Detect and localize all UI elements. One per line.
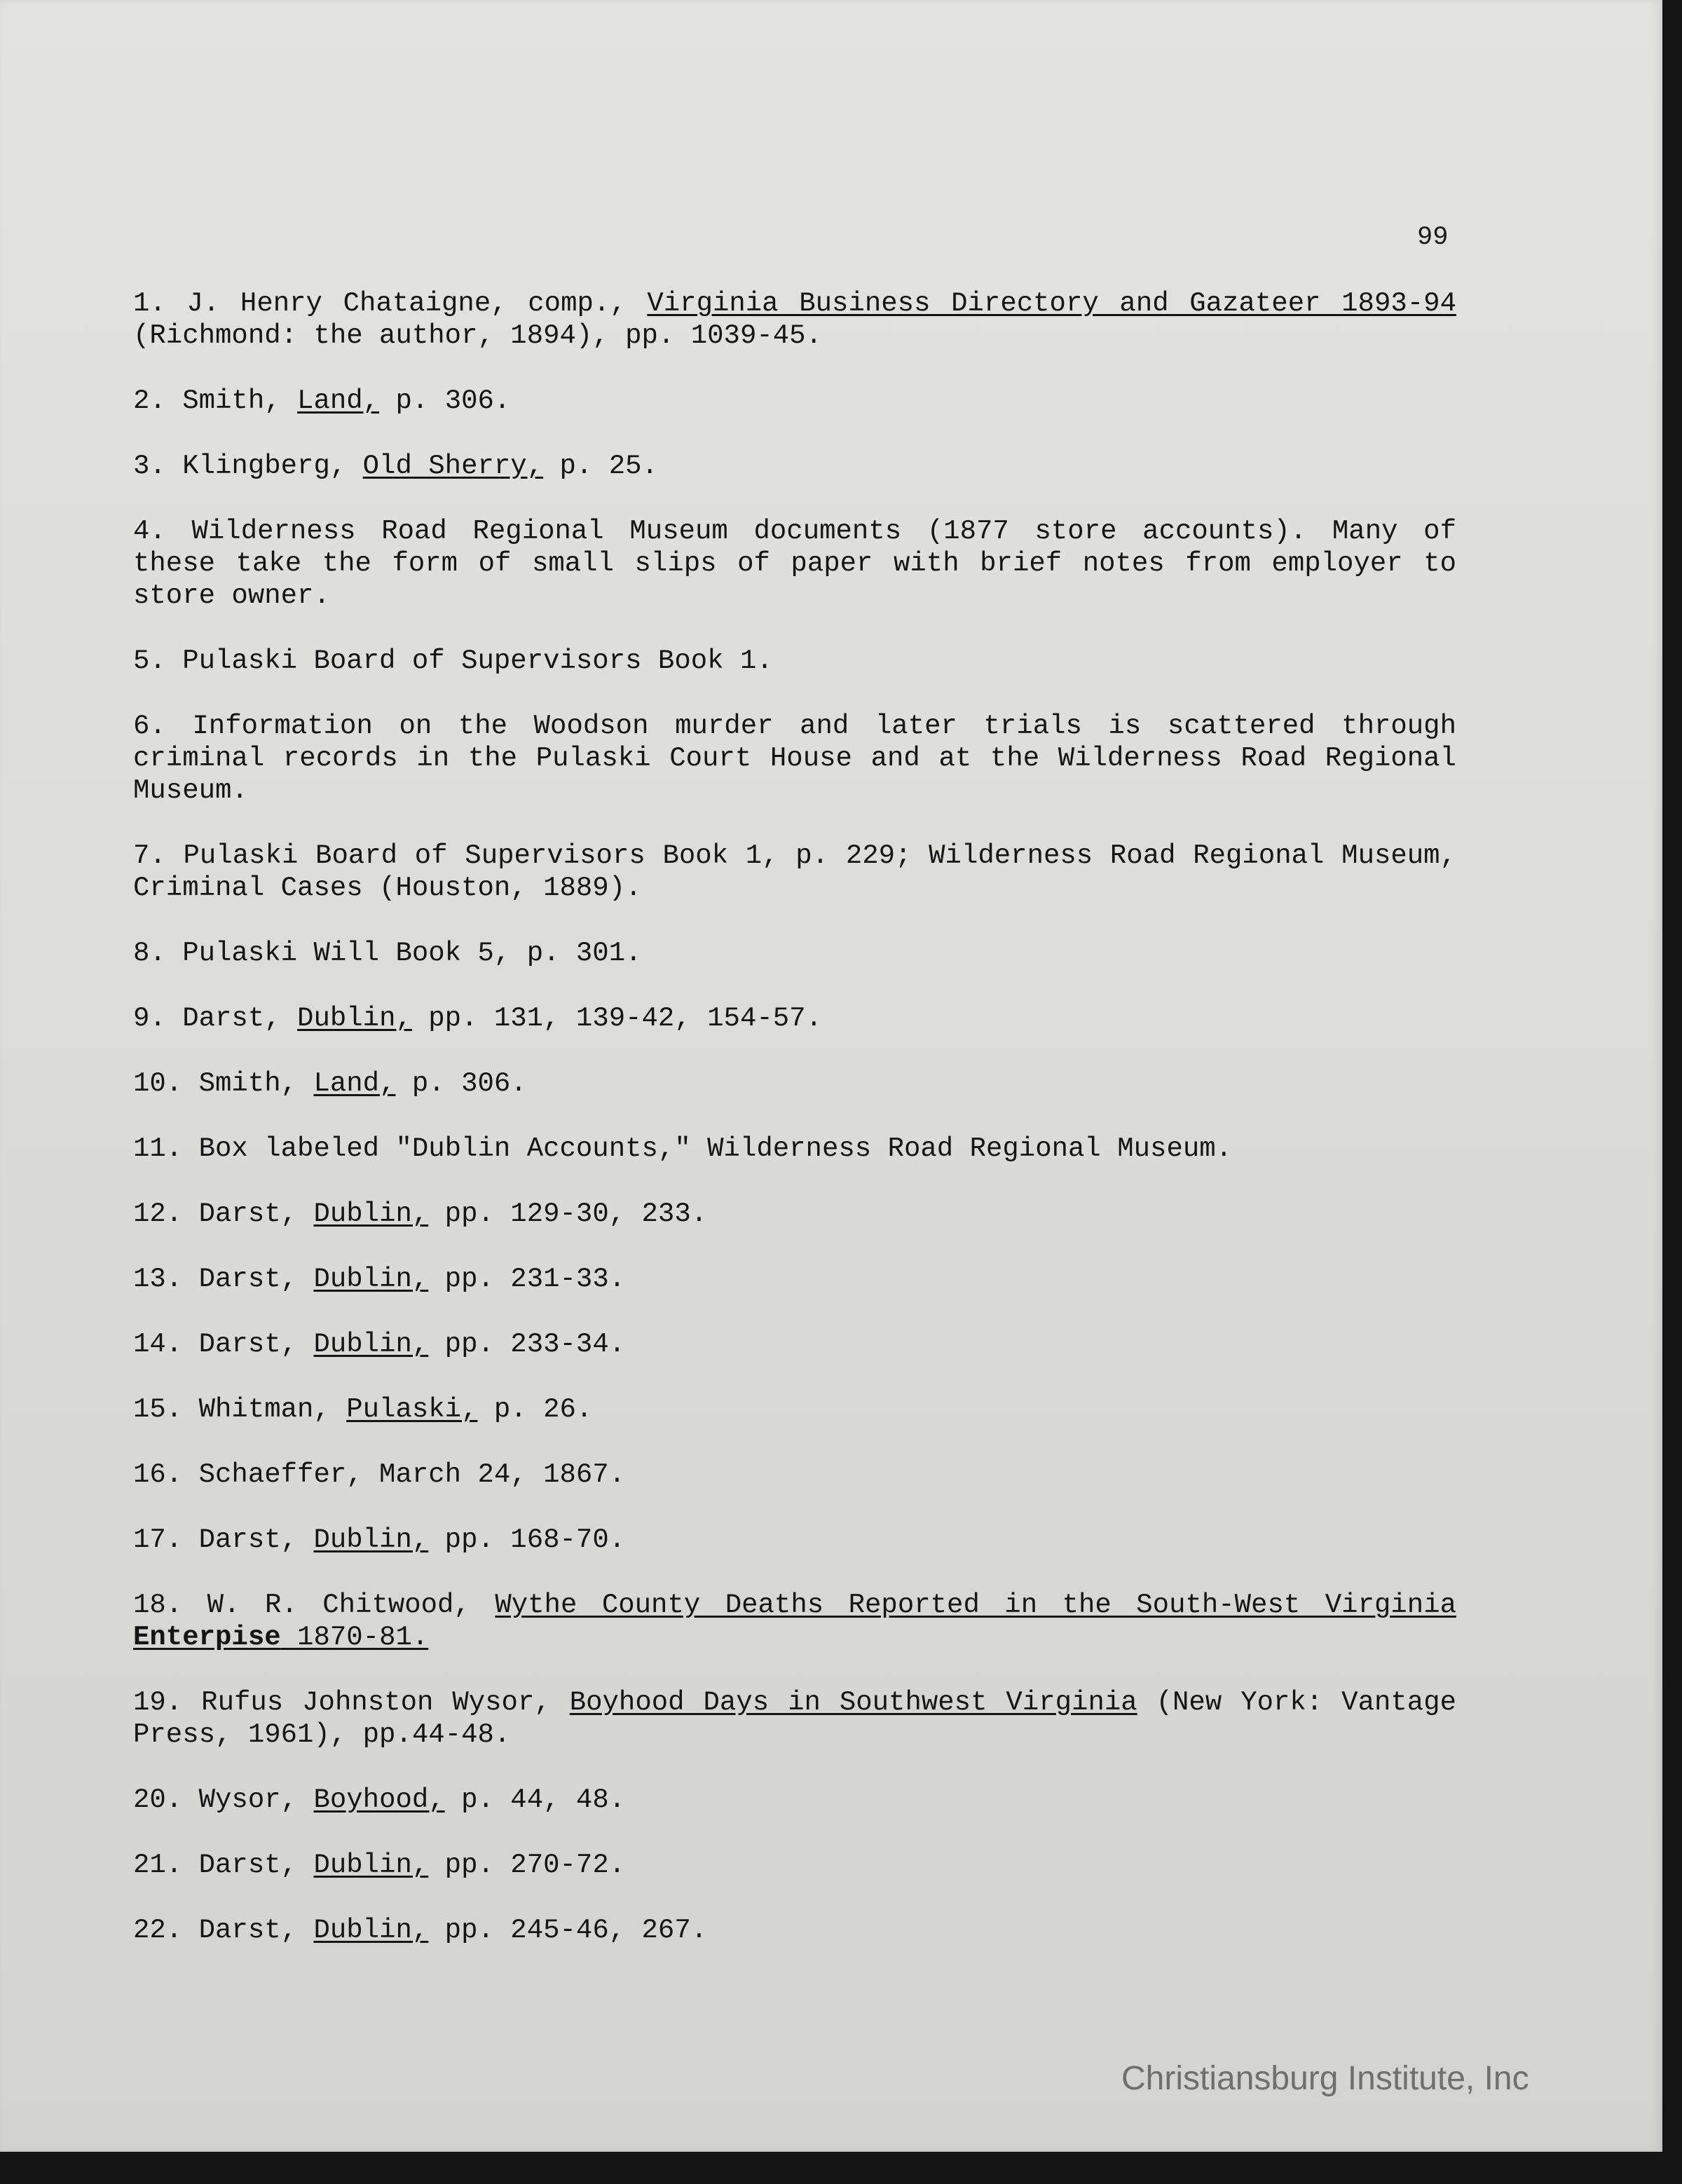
endnote-13: [133, 1263, 1456, 1295]
note-text: 16. Schaeffer, March 24, 1867.: [133, 1459, 626, 1490]
note-text: p. 25.: [543, 451, 658, 482]
cited-title: Dublin,: [297, 1003, 412, 1034]
note-text: 4. Wilderness Road Regional Museum documents (1877 store accounts). Many of these take the form of small slips of paper with brief notes from employer to store owner.: [133, 516, 1456, 611]
cited-title: Dublin,: [313, 1199, 429, 1229]
endnote-8: [133, 937, 1456, 969]
note-text: 15. Whitman,: [133, 1394, 347, 1425]
note-text: 7. Pulaski Board of Supervisors Book 1, p. 229; Wilderness Road Regional Museum, Criminal Cases (Houston, 1889).: [133, 840, 1456, 903]
note-text: 19. Rufus Johnston Wysor,: [133, 1687, 570, 1718]
note-text: p. 44, 48.: [444, 1784, 626, 1815]
note-text: pp. 231-33.: [428, 1264, 626, 1295]
note-text: 13. Darst,: [133, 1264, 314, 1295]
note-text: pp. 245-46, 267.: [428, 1915, 708, 1946]
note-text: p. 26.: [477, 1394, 593, 1425]
cited-title: Virginia Business Directory and Gazateer 1893-94: [647, 288, 1456, 319]
cited-title: Dublin,: [313, 1524, 429, 1555]
note-text: 18. W. R. Chitwood,: [133, 1590, 495, 1620]
note-text: 5. Pulaski Board of Supervisors Book 1.: [133, 646, 773, 676]
note-text: 8. Pulaski Will Book 5, p. 301.: [133, 938, 642, 969]
endnote-3: [133, 450, 1456, 482]
cited-title: Enterpise: [133, 1622, 281, 1653]
endnote-1: [133, 287, 1456, 352]
note-text: (Richmond: the author, 1894), pp. 1039-45.: [133, 320, 822, 351]
page-number: 99: [1417, 223, 1449, 252]
endnote-12: [133, 1198, 1456, 1230]
note-text: 17. Darst,: [133, 1524, 314, 1555]
note-text: 14. Darst,: [133, 1329, 314, 1360]
note-text: p. 306.: [395, 1068, 527, 1099]
note-text: 3. Klingberg,: [133, 451, 363, 482]
endnote-6: [133, 710, 1456, 807]
note-text: 9. Darst,: [133, 1003, 298, 1034]
endnote-11: [133, 1133, 1456, 1165]
endnote-14: [133, 1328, 1456, 1360]
cited-title: Dublin,: [313, 1329, 429, 1360]
note-text: (New York: Vantage Press, 1961), pp.44-48.: [133, 1687, 1457, 1750]
note-text: 10. Smith,: [133, 1068, 314, 1099]
endnote-7: [133, 840, 1456, 904]
endnote-20: [133, 1784, 1456, 1816]
endnote-10: [133, 1067, 1456, 1100]
endnote-2: [133, 385, 1456, 417]
endnote-21: [133, 1849, 1456, 1881]
cited-title: Old Sherry,: [362, 451, 544, 482]
note-text: pp. 131, 139-42, 154-57.: [411, 1003, 822, 1034]
endnote-15: [133, 1393, 1456, 1426]
note-text: 11. Box labeled "Dublin Accounts," Wilderness Road Regional Museum.: [133, 1133, 1233, 1164]
endnotes-list: [133, 287, 1456, 1979]
cited-title: Land,: [297, 385, 380, 416]
cited-title: Boyhood Days in Southwest Virginia: [569, 1687, 1137, 1718]
note-text: pp. 270-72.: [428, 1850, 626, 1881]
endnote-9: [133, 1002, 1456, 1035]
note-text: 20. Wysor,: [133, 1784, 314, 1815]
cited-title: Wythe County Deaths Reported in the South-West Virginia: [495, 1590, 1457, 1620]
watermark-text: Christiansburg Institute, Inc: [1121, 2060, 1529, 2097]
note-text: 21. Darst,: [133, 1850, 314, 1881]
note-text: pp. 168-70.: [428, 1524, 626, 1555]
cited-title: Boyhood,: [313, 1784, 445, 1815]
cited-title: Dublin,: [313, 1850, 429, 1881]
note-text: 2. Smith,: [133, 385, 298, 416]
note-text: 6. Information on the Woodson murder and later trials is scattered through criminal records in the Pulaski Court House and at the Wilderness Road Regional Museum.: [133, 711, 1456, 806]
endnote-5: [133, 645, 1456, 677]
note-text: pp. 129-30, 233.: [428, 1199, 708, 1229]
note-text: 12. Darst,: [133, 1199, 314, 1229]
note-text: 1. J. Henry Chataigne, comp.,: [133, 288, 648, 319]
endnote-16: [133, 1459, 1456, 1491]
note-text: pp. 233-34.: [428, 1329, 626, 1360]
note-text: p. 306.: [379, 385, 511, 416]
endnote-4: [133, 515, 1456, 612]
cited-title: Dublin,: [313, 1264, 429, 1295]
cited-title: Dublin,: [313, 1915, 429, 1946]
cited-title: 1870-81.: [280, 1622, 429, 1653]
endnote-17: [133, 1524, 1456, 1556]
endnote-18: [133, 1589, 1456, 1653]
endnote-19: [133, 1686, 1456, 1751]
endnote-22: [133, 1914, 1456, 1946]
note-text: 22. Darst,: [133, 1915, 314, 1946]
cited-title: Pulaski,: [346, 1394, 478, 1425]
cited-title: Land,: [313, 1068, 396, 1099]
